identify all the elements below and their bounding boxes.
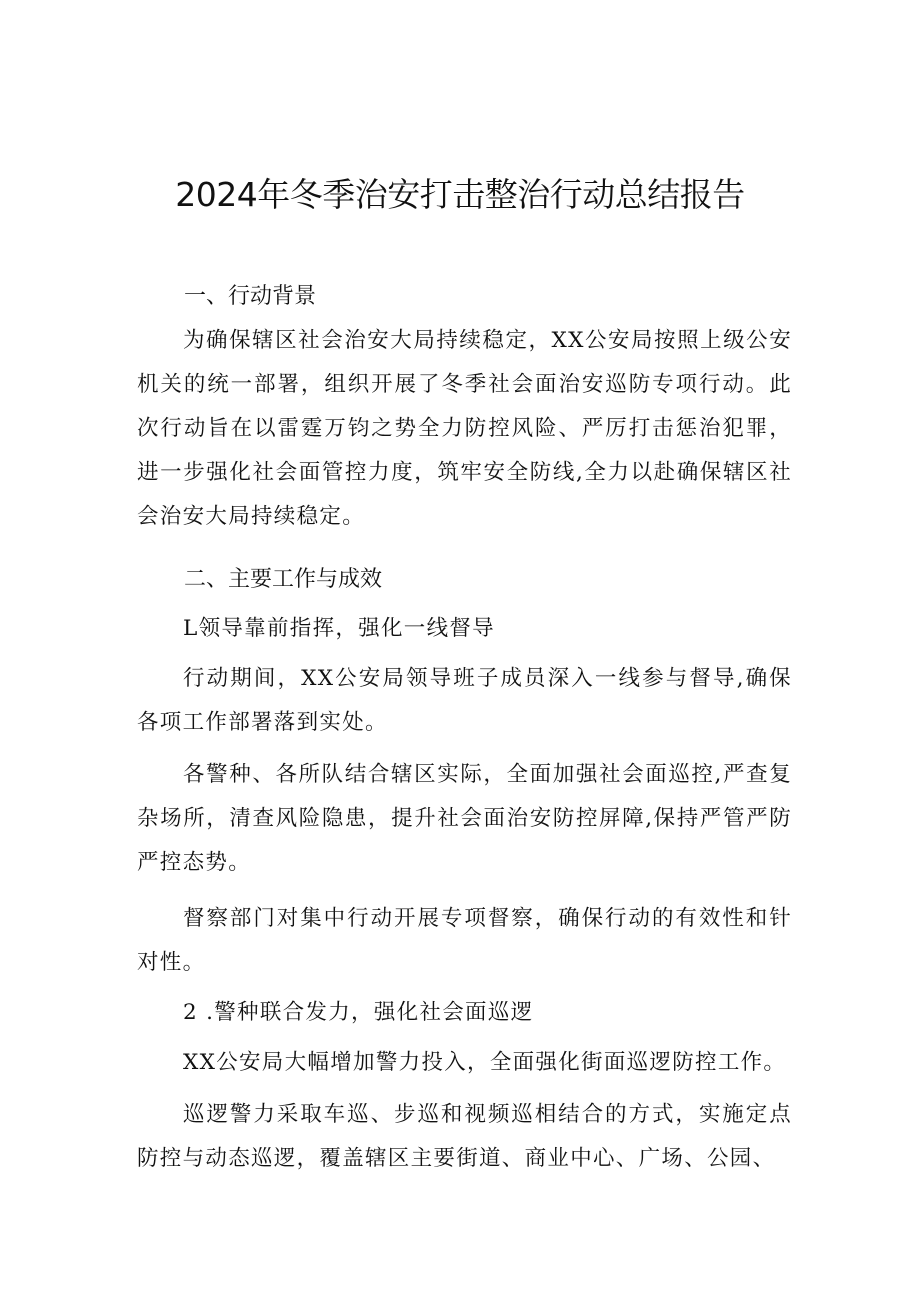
section-heading-background: 一、行动背景 <box>184 284 317 309</box>
paragraph-leadership-2: 各警种、各所队结合辖区实际，全面加强社会面巡控,严查复杂场所，清查风险隐患，提升社会面治安防控屏障,保持严管严防严控态势。 <box>137 762 792 875</box>
paragraph-background: 为确保辖区社会治安大局持续稳定，XX公安局按照上级公安机关的统一部署，组织开展了冬季社会面治安巡防专项行动。此次行动旨在以雷霆万钧之势全力防控风险、严厉打击惩治犯罪，进一步强化社会面管控力度，筑牢安全防线,全力以赴确保辖区社会治安大局持续稳定。 <box>137 328 792 529</box>
subheading-leadership: L领导靠前指挥，强化一线督导 <box>183 616 495 641</box>
paragraph-patrol-2: 巡逻警力采取车巡、步巡和视频巡相结合的方式，实施定点防控与动态巡逻，覆盖辖区主要街道、商业中心、广场、公园、 <box>137 1102 792 1171</box>
subheading-patrol: 2 .警种联合发力，强化社会面巡逻 <box>183 1000 534 1025</box>
document-title: 2024年冬季治安打击整治行动总结报告 <box>175 175 745 214</box>
section-heading-work-results: 二、主要工作与成效 <box>184 567 383 592</box>
paragraph-leadership-3: 督察部门对集中行动开展专项督察，确保行动的有效性和针对性。 <box>137 906 792 975</box>
paragraph-patrol-1: XX公安局大幅增加警力投入，全面强化街面巡逻防控工作。 <box>183 1050 787 1075</box>
paragraph-leadership-1: 行动期间，XX公安局领导班子成员深入一线参与督导,确保各项工作部署落到实处。 <box>137 666 792 735</box>
